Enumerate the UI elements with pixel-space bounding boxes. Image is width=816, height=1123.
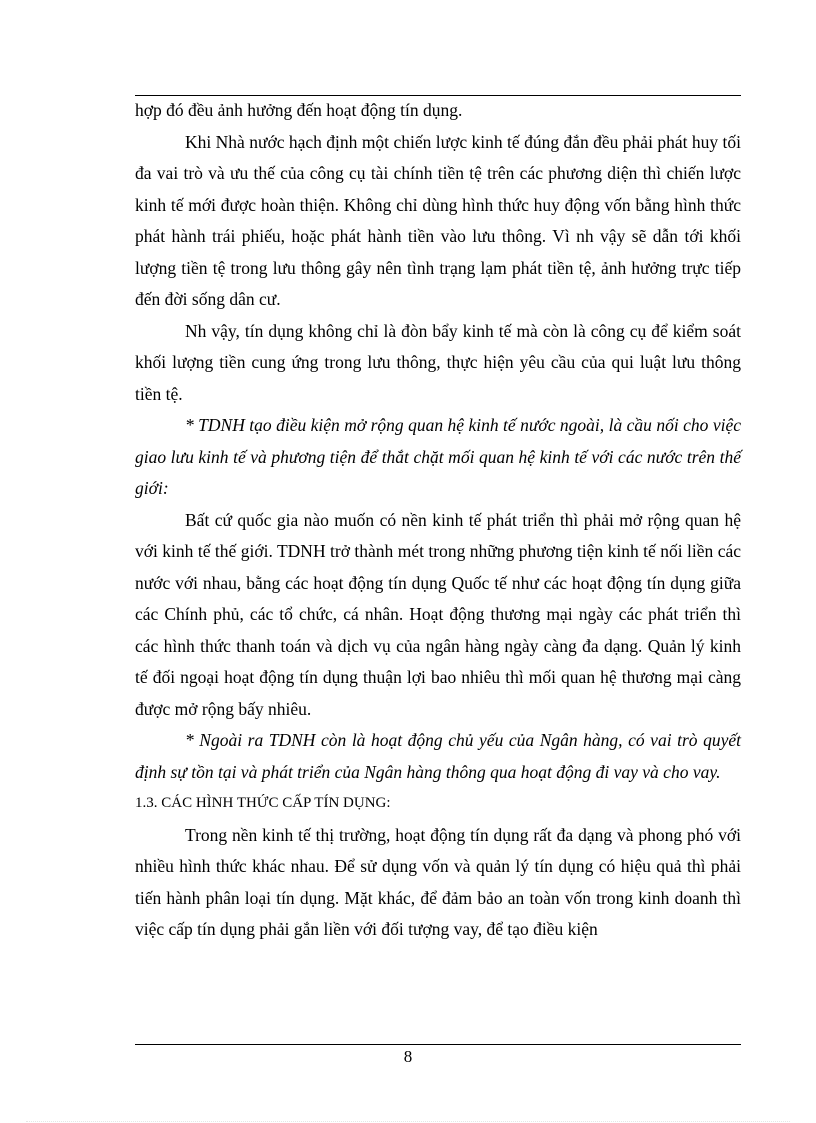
footer-rule — [135, 1044, 741, 1045]
paragraph-foreign-relations-heading: * TDNH tạo điều kiện mở rộng quan hệ kinh tế nước ngoài, là cầu nối cho việc giao lưu kinh tế và phương tiện để thắt chặt mối quan hệ kinh tế với các nước trên thế giới: — [135, 415, 741, 498]
paragraph-foreign-relations: Bất cứ quốc gia nào muốn có nền kinh tế phát triển thì phải mở rộng quan hệ với kinh tế thế giới. TDNH trở thành mét trong những phương tiện kinh tế nối liền các nước với nhau, bằng các hoạt động tín dụng Quốc tế như các hoạt động tín dụng giữa các Chính phủ, các tổ chức, cá nhân. Hoạt động thương mại ngày các phát triển thì các hình thức thanh toán và dịch vụ của ngân hàng ngày càng đa dạng. Quản lý kinh tế đối ngoại hoạt động tín dụng thuận lợi bao nhiêu thì mối quan hệ thương mại càng được mở rộng bấy nhiêu. — [135, 509, 741, 719]
paragraph-continuation: hợp đó đều ảnh hưởng đến hoạt động tín dụng. — [135, 100, 463, 120]
paragraph-credit-forms: Trong nền kinh tế thị trường, hoạt động tín dụng rất đa dạng và phong phó với nhiều hình thức khác nhau. Để sử dụng vốn và quản lý tín dụng có hiệu quả thì phải tiến hành phân loại tín dụng. Mặt khác, để đảm bảo an toàn vốn trong kinh doanh thì việc cấp tín dụng phải gắn liền với đối tượng vay, để tạo điều kiện — [135, 824, 741, 939]
paragraph-credit-control: Nh vậy, tín dụng không chỉ là đòn bẩy kinh tế mà còn là công cụ để kiểm soát khối lượng tiền cung ứng trong lưu thông, thực hiện yêu cầu của qui luật lưu thông tiền tệ. — [135, 320, 741, 404]
page-number: 8 — [403, 1047, 413, 1066]
page-edge-divider — [26, 1121, 790, 1122]
paragraph-state-strategy: Khi Nhà nước hạch định một chiến lược kinh tế đúng đắn đều phải phát huy tối đa vai trò và ưu thế của công cụ tài chính tiền tệ trên các phương diện thì chiến lược kinh tế mới được hoàn thiện. Không chỉ dùng hình thức huy động vốn bằng hình thức phát hành trái phiếu, hoặc phát hành tiền vào lưu thông. Vì nh vậy sẽ dẫn tới khối lượng tiền tệ trong lưu thông gây nên tình trạng lạm phát tiền tệ, ảnh hưởng trực tiếp đến đời sống dân cư. — [135, 131, 741, 309]
section-heading: 1.3. CÁC HÌNH THỨC CẤP TÍN DỤNG: — [135, 795, 391, 811]
paragraph-bank-activity: * Ngoài ra TDNH còn là hoạt động chủ yếu của Ngân hàng, có vai trò quyết định sự tồn tại và phát triển của Ngân hàng thông qua hoạt động đi vay và cho vay. — [135, 730, 741, 782]
body-text — [135, 95, 741, 946]
